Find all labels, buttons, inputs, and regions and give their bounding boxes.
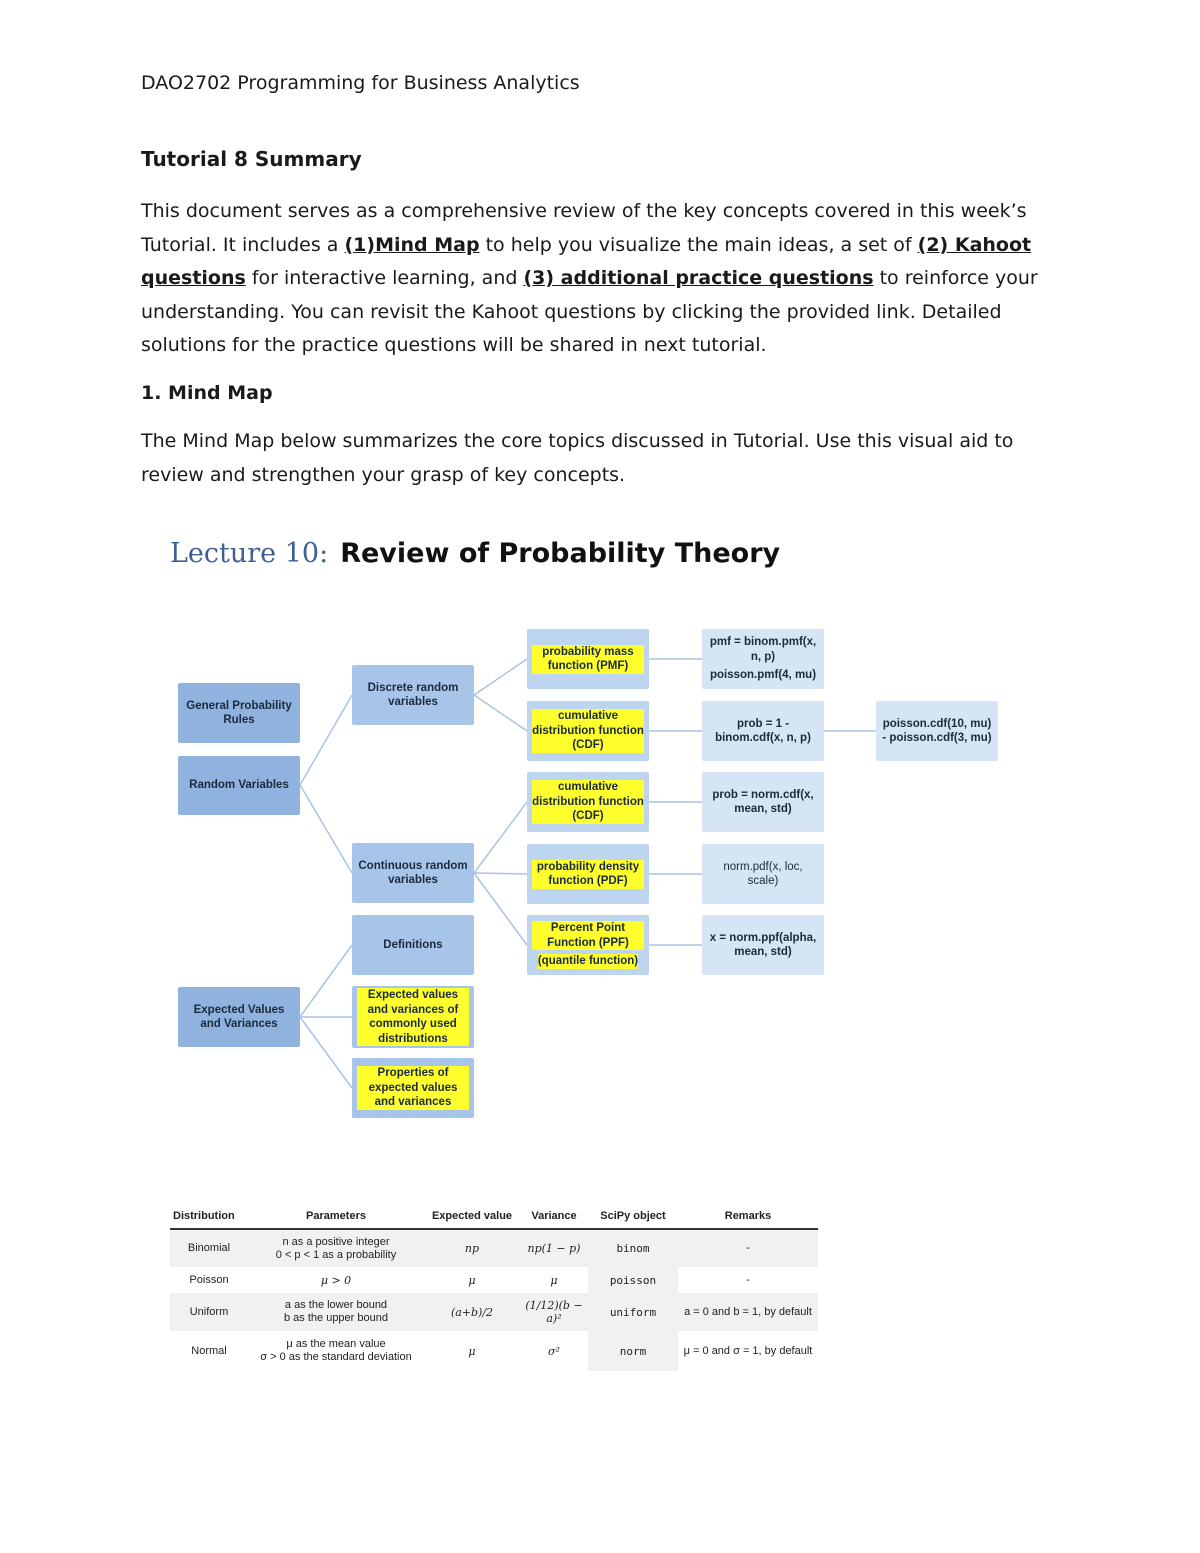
- header-scipy-object: SciPy object: [588, 1203, 678, 1229]
- node-label: probability density function (PDF): [532, 860, 644, 889]
- cell-expected-value: μ: [468, 1344, 476, 1358]
- cell-distribution: Binomial: [170, 1229, 248, 1267]
- kahoot-link[interactable]: (2) Kahoot questions: [141, 233, 1032, 289]
- cell-remarks: -: [678, 1229, 818, 1267]
- cell-variance: σ²: [548, 1344, 560, 1358]
- node-label: Random Variables: [189, 779, 289, 792]
- cell-distribution: Normal: [191, 1344, 227, 1357]
- node-properties-expected-values: [352, 1058, 474, 1118]
- node-continuous-random-variables: [352, 843, 474, 903]
- node-label: prob = 1 - binom.cdf(x, n, p): [715, 717, 811, 744]
- course-header: DAO2702 Programming for Business Analytics: [141, 72, 580, 94]
- cell-scipy-object: norm: [588, 1331, 678, 1371]
- connector: [300, 785, 352, 873]
- header-remarks: Remarks: [678, 1203, 818, 1229]
- node-random-variables: [178, 756, 300, 815]
- table-row: [170, 1229, 818, 1267]
- header-distribution: Distribution: [170, 1203, 248, 1229]
- param-line: σ > 0 as the standard deviation: [260, 1351, 412, 1363]
- intro-paragraph: [141, 195, 1061, 363]
- param-line: b as the upper bound: [284, 1312, 388, 1324]
- table-row: [170, 1293, 818, 1331]
- cell-variance: μ: [550, 1273, 558, 1287]
- cell-scipy-object: binom: [588, 1229, 678, 1267]
- node-label: prob = norm.cdf(x, mean, std): [712, 788, 814, 815]
- node-label: norm.pdf(x, loc, scale): [723, 860, 803, 887]
- connector: [474, 873, 527, 874]
- header-expected-value: Expected value: [424, 1203, 520, 1229]
- cell-parameters: [248, 1331, 424, 1371]
- node-cdf-code: [702, 701, 824, 761]
- page-title: Tutorial 8 Summary: [141, 147, 362, 171]
- node-label: cumulative distribution function (CDF): [532, 781, 644, 823]
- node-poisson-cdf: [876, 701, 998, 761]
- node-label: poisson.pmf(4, mu): [709, 669, 817, 682]
- table-row: [170, 1267, 818, 1293]
- node-ppf: [527, 915, 649, 975]
- connector: [474, 659, 527, 695]
- cell-variance: np(1 − p): [520, 1229, 588, 1267]
- param-line: μ as the mean value: [286, 1338, 386, 1350]
- intro-text-1: This document serves as a comprehensive review of the key concepts covered in this week’s Tutorial. It includes a: [141, 200, 1027, 256]
- cell-scipy-object: uniform: [588, 1293, 678, 1331]
- node-label: Discrete random variables: [367, 681, 459, 708]
- node-cdf-continuous: [527, 772, 649, 832]
- param-line: μ > 0: [320, 1273, 352, 1287]
- cell-remarks: a = 0 and b = 1, by default: [678, 1293, 818, 1331]
- node-label: poisson.cdf(10, mu) - poisson.cdf(3, mu): [882, 717, 992, 744]
- section-heading-mind-map: 1. Mind Map: [141, 382, 273, 404]
- cell-expected-value: np: [424, 1229, 520, 1267]
- cell-parameters: [248, 1293, 424, 1331]
- table-header-row: [170, 1203, 818, 1229]
- practice-questions-link[interactable]: (3) additional practice questions: [523, 267, 874, 289]
- node-label: x = norm.ppf(alpha, mean, std): [709, 931, 817, 958]
- connector: [300, 695, 352, 785]
- node-expected-values-common-distributions: [352, 986, 474, 1048]
- node-label: pmf = binom.pmf(x, n, p): [709, 636, 817, 663]
- cell-remarks: -: [746, 1273, 750, 1286]
- node-expected-values-variances: [178, 987, 300, 1047]
- intro-text-2: to help you visualize the main ideas, a set of: [479, 233, 918, 256]
- node-norm-pdf: [702, 844, 824, 904]
- lecture-label: Lecture 10:: [170, 538, 329, 569]
- cell-distribution: Poisson: [189, 1273, 229, 1286]
- node-label: Definitions: [383, 938, 443, 951]
- cell-distribution: Uniform: [170, 1293, 248, 1331]
- node-discrete-random-variables: [352, 665, 474, 725]
- node-norm-ppf: [702, 915, 824, 975]
- param-line: n as a positive integer: [282, 1235, 390, 1248]
- param-line: 0 < p < 1 as a probability: [275, 1248, 397, 1261]
- node-label: Expected values and variances of commonly used distributions: [357, 988, 469, 1046]
- connector: [474, 695, 527, 731]
- node-label: Expected Values and Variances: [193, 1003, 285, 1030]
- distribution-table: [170, 1203, 818, 1371]
- connector: [300, 945, 352, 1017]
- lecture-title: Review of Probability Theory: [340, 538, 781, 569]
- cell-parameters: [248, 1229, 424, 1267]
- node-label: Percent Point Function (PPF): [532, 921, 644, 950]
- table-row: [170, 1331, 818, 1371]
- cell-remarks: μ = 0 and σ = 1, by default: [683, 1344, 813, 1357]
- node-label: General Probability Rules: [186, 699, 292, 726]
- intro-text-4: to reinforce your understanding. You can revisit the Kahoot questions by clicking the provided link. Detailed solutions for the practice questions will be shared in next tutorial.: [141, 267, 1038, 356]
- node-sublabel: (quantile function): [537, 955, 639, 968]
- mind-map-title: [170, 538, 780, 569]
- node-label: Continuous random variables: [358, 859, 468, 886]
- node-pmf-code: [702, 629, 824, 689]
- node-general-probability-rules: [178, 683, 300, 743]
- node-label: probability mass function (PMF): [532, 645, 644, 674]
- cell-variance: (1/12)(b − a)²: [520, 1293, 588, 1331]
- mind-map-description: The Mind Map below summarizes the core topics discussed in Tutorial. Use this visual aid to review and strengthen your grasp of key concepts.: [141, 430, 1014, 486]
- node-label: Properties of expected values and variances: [357, 1066, 469, 1110]
- node-pdf: [527, 844, 649, 904]
- cell-parameters: [248, 1267, 424, 1293]
- header-parameters: Parameters: [248, 1203, 424, 1229]
- node-norm-cdf: [702, 772, 824, 832]
- node-label: cumulative distribution function (CDF): [532, 710, 644, 752]
- connector: [474, 802, 527, 873]
- connector: [474, 873, 527, 945]
- mind-map-link[interactable]: (1)Mind Map: [344, 233, 480, 256]
- cell-expected-value: (a+b)/2: [424, 1293, 520, 1331]
- node-pmf: [527, 629, 649, 689]
- cell-expected-value: μ: [468, 1273, 476, 1287]
- cell-scipy-object: poisson: [588, 1267, 678, 1293]
- param-line: a as the lower bound: [284, 1299, 388, 1311]
- header-variance: Variance: [520, 1203, 588, 1229]
- node-cdf-discrete: [527, 701, 649, 761]
- node-definitions: [352, 915, 474, 975]
- intro-text-3: for interactive learning, and: [245, 267, 524, 289]
- connector: [300, 1017, 352, 1088]
